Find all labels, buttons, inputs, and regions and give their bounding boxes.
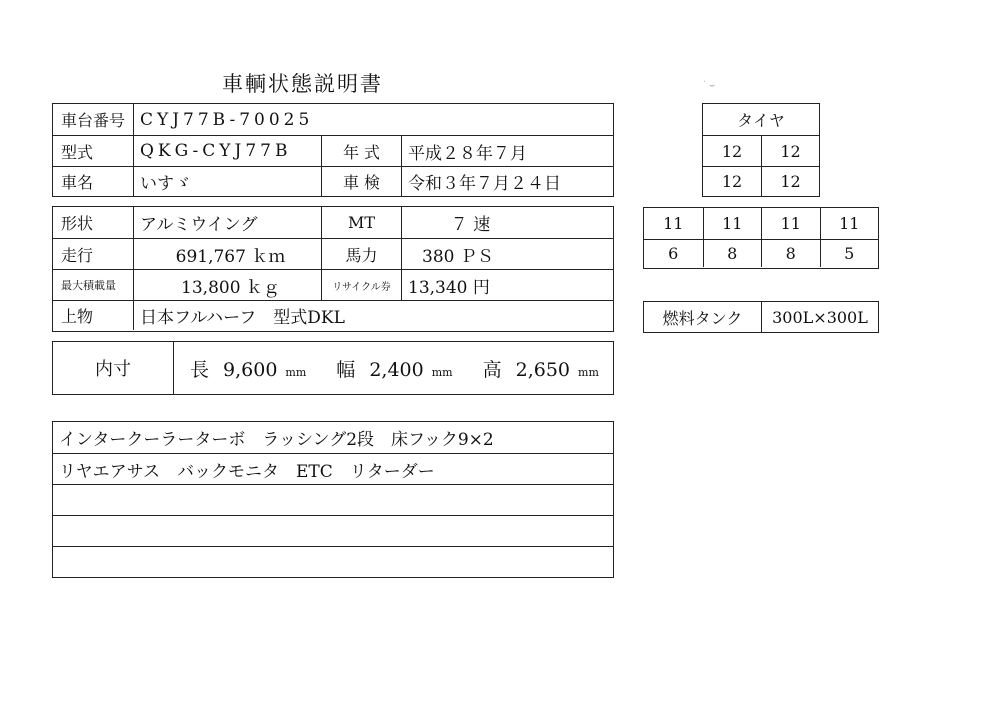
height-dimension	[483, 355, 599, 382]
inspection-label: 車 検	[321, 167, 401, 196]
dimensions-values	[173, 342, 613, 394]
length-label: 長	[190, 358, 210, 381]
shape-value: アルミウイング	[133, 207, 321, 238]
scan-mark: ᐝ ⌣	[703, 80, 716, 91]
recycle-value: 13,340 円	[401, 270, 613, 300]
tire-depth: 12	[721, 172, 743, 191]
fuel-label: 燃料タンク	[662, 308, 743, 328]
width-label: 幅	[336, 358, 356, 381]
tire-depth: 11	[820, 208, 879, 239]
length-unit: mm	[285, 365, 307, 379]
tire-depth: 8	[703, 240, 762, 267]
tire-depth: 11	[703, 208, 762, 239]
width-unit: mm	[431, 365, 453, 379]
height-unit: mm	[578, 365, 599, 379]
length-value: 9,600	[223, 358, 278, 381]
shape-label: 形状	[61, 214, 94, 233]
note-line	[53, 485, 613, 515]
year-label: 年 式	[321, 136, 401, 166]
model-label: 型式	[61, 142, 94, 162]
document-title: 車輌状態説明書	[222, 72, 383, 96]
width-dimension	[336, 355, 452, 382]
power-label: 馬力	[321, 239, 401, 269]
tire-depth: 12	[721, 141, 743, 161]
tire-depth: 12	[761, 167, 819, 196]
tire-depth: 5	[820, 240, 879, 267]
tire-depth: 11	[761, 208, 820, 239]
equipment-notes	[52, 421, 614, 578]
length-dimension	[190, 355, 306, 382]
body-label: 上物	[61, 307, 94, 326]
fuel-tank-table	[643, 301, 879, 333]
tire-depth: 12	[761, 136, 819, 166]
tire-depth: 6	[668, 244, 679, 263]
load-value: 13,800 ｋｇ	[133, 270, 321, 300]
vehicle-id-table	[52, 103, 614, 197]
chassis-value: CYJ77B-70025	[133, 104, 613, 135]
note-line: インタークーラーターボ ラッシング2段 床フック9×2	[59, 430, 494, 450]
tire-depth: 8	[761, 240, 820, 267]
mt-label: MT	[321, 207, 401, 238]
fuel-value: 300L×300L	[761, 302, 878, 332]
dimensions-label: 内寸	[95, 359, 131, 380]
vehicle-spec-table	[52, 206, 614, 332]
inspection-value: 令和３年７月２４日	[401, 167, 613, 196]
tire-front-table	[702, 103, 820, 197]
year-value: 平成２８年７月	[401, 136, 613, 166]
name-value: いすゞ	[133, 167, 321, 196]
chassis-label: 車台番号	[61, 111, 126, 130]
name-label: 車名	[61, 173, 94, 192]
inner-dimensions-table	[52, 341, 614, 395]
note-line	[53, 547, 613, 576]
note-line: リヤエアサス バックモニタ ETC リターダー	[59, 461, 435, 482]
mt-value: ７ 速	[401, 207, 613, 238]
height-label: 高	[482, 358, 502, 381]
width-value: 2,400	[369, 358, 424, 381]
load-label: 最大積載量	[61, 279, 116, 292]
note-line	[53, 516, 613, 546]
body-value: 日本フルハーフ 型式DKL	[133, 301, 613, 330]
mileage-value: 691,767 ｋｍ	[133, 239, 321, 269]
tire-label: タイヤ	[737, 111, 785, 130]
model-value: QKG-CYJ77B	[133, 136, 321, 166]
recycle-label: リサイクル券	[321, 270, 401, 300]
power-value: 380 ＰＳ	[401, 239, 613, 269]
tire-rear-table	[643, 207, 879, 269]
height-value: 2,650	[515, 358, 571, 381]
mileage-label: 走行	[61, 245, 94, 265]
tire-depth: 11	[663, 214, 684, 233]
